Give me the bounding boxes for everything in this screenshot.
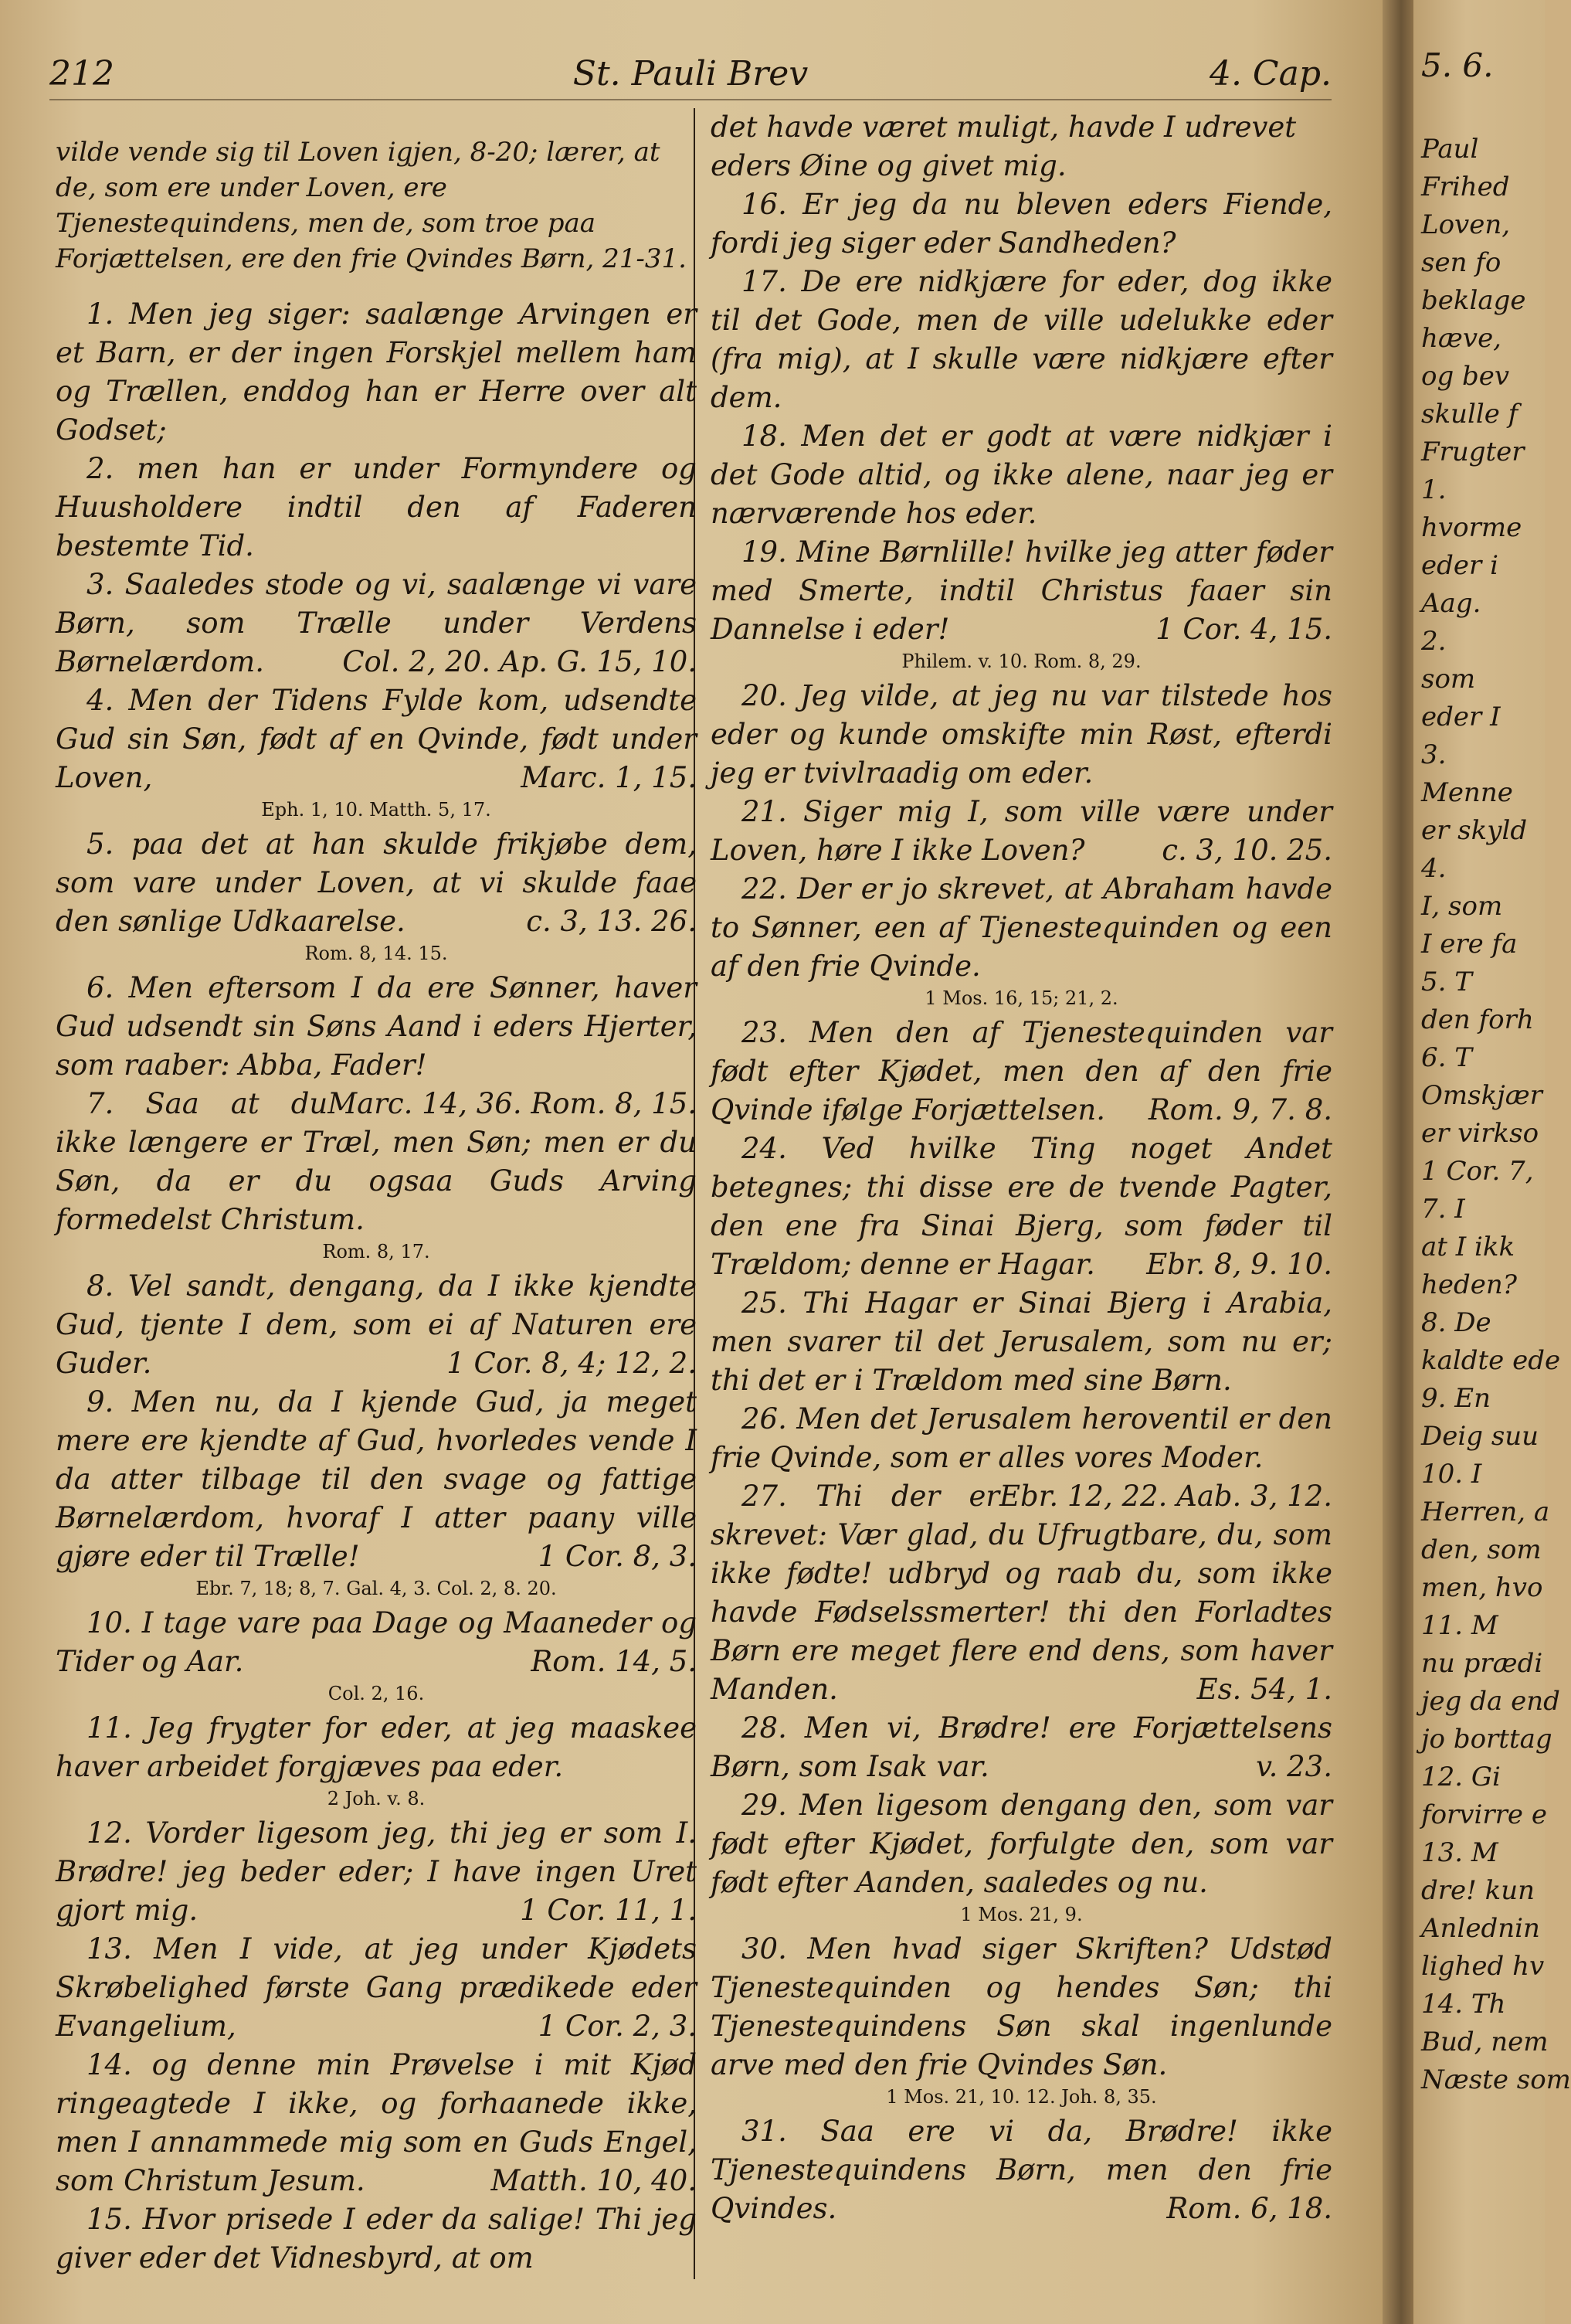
verse (711, 263, 1332, 417)
verse-reference: c. 3, 13. 26. (526, 905, 697, 938)
cross-reference: Col. 2, 16. (327, 1683, 425, 1704)
verse-reference: Rom. 9, 7. 8. (1148, 1093, 1332, 1126)
verse-number: 13. (87, 1932, 154, 1966)
verse-number: 21. (741, 795, 803, 828)
page-number: 212 (49, 54, 114, 93)
next-page-fragment: eder i (1421, 550, 1498, 581)
verse-text: Men der Tidens Fylde kom, udsendte Gud sin Søn, født af en Qvinde, født under Loven, (56, 684, 697, 794)
verse-number: 25. (741, 1286, 803, 1320)
next-page-fragment: beklage (1421, 285, 1526, 316)
verse-reference: Col. 2, 20. Ap. G. 15, 10. (342, 645, 697, 678)
next-page-fragment: dre! kun (1421, 1875, 1535, 1906)
next-page-fragment: Aag. (1421, 588, 1481, 619)
next-page-fragment: jeg da end (1421, 1686, 1560, 1717)
verse (56, 2200, 697, 2278)
verse (711, 870, 1332, 986)
verse-text: Men det er godt at være nidkjær i det Gode altid, og ikke alene, naar jeg er nærværende hos eder. (711, 420, 1332, 530)
next-page-header: 5. 6. (1421, 46, 1494, 84)
right-column (711, 108, 1332, 2228)
next-page-fragment: Loven, (1421, 209, 1511, 240)
verse-number: 23. (741, 1016, 809, 1049)
next-page-fragment: Frihed (1421, 172, 1510, 202)
next-page-fragment: 3. (1421, 739, 1447, 770)
verse (56, 969, 697, 1120)
verse-text: Jeg vilde, at jeg nu var tilstede hos eder og kunde omskifte min Røst, efterdi jeg er tvivlraadig om eder. (711, 679, 1332, 790)
verse-reference: 1 Cor. 4, 15. (1155, 613, 1332, 646)
verse-text: Mine Børnlille! hvilke jeg atter føder med Smerte, indtil Christus faaer sin Dannelse i eder! (711, 535, 1332, 646)
chapter-summary: vilde vende sig til Loven igjen, 8-20; lærer, at de, som ere under Loven, ere Tjenestequindens, men de, som troe paa Forjættelsen, ere den frie Qvindes Børn, 21-31. (56, 137, 687, 274)
verse-text: Thi Hagar er Sinai Bjerg i Arabia, men svarer til det Jerusalem, som nu er; thi det er i Trældom med sine Børn. (711, 1286, 1332, 1397)
verse (56, 1709, 697, 1786)
verse (56, 2046, 697, 2200)
cross-reference: Rom. 8, 14. 15. (304, 943, 448, 964)
verse-text: Saa ere vi da, Brødre! ikke Tjenestequindens Børn, men den frie Qvindes. (711, 2115, 1332, 2225)
verse-number: 6. (87, 971, 129, 1004)
verse-text: Men den af Tjenestequinden var født efter Kjødet, men den af den frie Qvinde ifølge Forjættelsen. (711, 1016, 1332, 1126)
verse-text: Saaledes stode og vi, saalænge vi vare Børn, som Trælle under Verdens Børnelærdom. (56, 568, 697, 678)
next-page-fragment: forvirre e (1421, 1799, 1547, 1830)
next-page-fragment: Bud, nem (1421, 2027, 1549, 2057)
verse-text: Men hvad siger Skriften? Udstød Tjenestequinden og hendes Søn; thi Tjenestequindens Søn skal ingenlunde arve med den frie Qvindes Søn. (711, 1932, 1332, 2081)
next-page-fragment: 1 Cor. 7, (1421, 1156, 1534, 1187)
verse-number: 30. (741, 1932, 808, 1966)
next-page-fragment: Omskjær (1421, 1080, 1542, 1111)
verse-number: 29. (741, 1789, 799, 1822)
verse-text: Men ligesom dengang den, som var født efter Kjødet, forfulgte den, som var født efter Aanden, saaledes og nu. (711, 1789, 1332, 1899)
verse-number: 18. (741, 420, 802, 453)
verse-reference: v. 23. (1256, 1750, 1332, 1783)
next-page-fragment: og bev (1421, 361, 1510, 392)
cross-reference: Eph. 1, 10. Matth. 5, 17. (261, 799, 491, 821)
verse-text: Men jeg siger: saalænge Arvingen er et Barn, er der ingen Forskjel mellem ham og Trællen, enddog han er Herre over alt Godset; (56, 297, 697, 447)
verse-text: Men nu, da I kjende Gud, ja meget mere ere kjendte af Gud, hvorledes vende I da atter tilbage til den svage og fattige Børnelærdom, hvoraf I atter paany ville gjøre eder til Trælle! (56, 1385, 697, 1573)
verse-text: og denne min Prøvelse i mit Kjød ringeagtede I ikke, og forhaanede ikke, men I annammede mig som en Guds Engel, som Christum Jesum. (56, 2048, 697, 2197)
verse (56, 1383, 697, 1576)
verse-text: Vorder ligesom jeg, thi jeg er som I. Brødre! jeg beder eder; I have ingen Uret gjort mig. (56, 1816, 697, 1927)
verse-number: 2. (87, 452, 137, 485)
next-page-fragment: 12. Gi (1421, 1762, 1501, 1792)
verse-number: 19. (741, 535, 797, 569)
verse-text: Men det Jerusalem heroventil er den frie Qvinde, som er alles vores Moder. (711, 1402, 1332, 1474)
verse (711, 1709, 1332, 1786)
next-page-fragment: 1. (1421, 474, 1447, 505)
next-page-fragment: 14. Th (1421, 1989, 1506, 2020)
next-page-fragment: 2. (1421, 626, 1447, 657)
next-page-fragment: men, hvo (1421, 1572, 1543, 1603)
cross-reference: 1 Mos. 16, 15; 21, 2. (925, 987, 1118, 1009)
next-page-fragment: sen fo (1421, 247, 1501, 278)
next-page-fragment: Menne (1421, 777, 1513, 808)
next-page-edge (1413, 0, 1571, 2324)
right-verse-list (711, 185, 1332, 2228)
verse (711, 677, 1332, 793)
verse-number: 14. (87, 2048, 152, 2081)
next-page-fragment: 4. (1421, 853, 1447, 884)
next-page-fragment: skulle f (1421, 399, 1518, 430)
verse (711, 1930, 1332, 2084)
verse-reference: Marc. 14, 36. Rom. 8, 15. (327, 1087, 697, 1120)
verse-reference: Ebr. 12, 22. Aab. 3, 12. (999, 1480, 1332, 1513)
next-page-fragment: 6. T (1421, 1042, 1472, 1073)
header-rule (49, 99, 1332, 100)
next-page-fragment: Anlednin (1421, 1913, 1540, 1944)
next-page-fragment: er skyld (1421, 815, 1528, 846)
next-page-fragment: Deig suu (1421, 1421, 1539, 1452)
next-page-fragment: Paul (1421, 134, 1479, 165)
verse-text: Men eftersom I da ere Sønner, haver Gud udsendt sin Søns Aand i eders Hjerter, som raaber: Abba, Fader! (56, 971, 697, 1082)
verse-number: 31. (741, 2115, 821, 2148)
next-page-fragment: I, som (1421, 891, 1503, 922)
next-page-fragment: den, som (1421, 1534, 1542, 1565)
verse-number: 16. (741, 188, 803, 221)
next-page-fragment: lighed hv (1421, 1951, 1545, 1982)
verse-text: Ved hvilke Ting noget Andet betegnes; thi disse ere de tvende Pagter, den ene fra Sinai Bjerg, som føder til Trældom; denne er Hagar. (711, 1132, 1332, 1281)
next-page-fragment: 10. I (1421, 1459, 1482, 1490)
next-page-fragment: som (1421, 664, 1476, 695)
verse-reference: Es. 54, 1. (1196, 1673, 1332, 1706)
next-page-fragment: Frugter (1421, 437, 1525, 467)
verse-text: paa det at han skulde frikjøbe dem, som vare under Loven, at vi skulde faae den sønlige Udkaarelse. (56, 827, 697, 938)
verse-text: Men vi, Brødre! ere Forjættelsens Børn, som Isak var. (711, 1711, 1332, 1783)
verse-number: 11. (87, 1711, 148, 1745)
verse (711, 1130, 1332, 1284)
verse (711, 1284, 1332, 1400)
verse-reference: Rom. 6, 18. (1166, 2192, 1332, 2225)
verse-number: 26. (741, 1402, 797, 1436)
next-page-fragment: 5. T (1421, 967, 1472, 997)
next-page-fragment: nu prædi (1421, 1648, 1543, 1679)
chapter-label: 4. Cap. (1209, 54, 1332, 93)
verse-reference: c. 3, 10. 25. (1162, 834, 1332, 867)
verse-reference: 1 Cor. 11, 1. (520, 1894, 697, 1927)
verse (56, 681, 697, 797)
verse-reference: Matth. 10, 40. (490, 2164, 697, 2197)
verse (56, 825, 697, 941)
cross-reference: 2 Joh. v. 8. (327, 1788, 426, 1809)
next-page-fragment: heden? (1421, 1269, 1518, 1300)
verse (711, 1014, 1332, 1130)
verse-text: Jeg frygter for eder, at jeg maaskee haver arbeidet forgjæves paa eder. (56, 1711, 697, 1783)
next-page-fragment: Næste som (1421, 2064, 1571, 2095)
verse-number: 8. (87, 1269, 128, 1303)
verse (56, 1930, 697, 2046)
next-page-fragment: den forh (1421, 1004, 1534, 1035)
verse-number: 12. (87, 1816, 146, 1850)
verse-text: Vel sandt, dengang, da I ikke kjendte Gud, tjente I dem, som ei af Naturen ere Guder. (56, 1269, 697, 1380)
cross-reference: Rom. 8, 17. (322, 1241, 430, 1262)
verse-number: 5. (87, 827, 132, 861)
next-page-fragment: er virkso (1421, 1118, 1539, 1149)
next-page-fragment: I ere fa (1421, 929, 1518, 960)
verse (711, 793, 1332, 870)
verse-text: Saa at du ikke længere er Træl, men Søn; men er du Søn, da er du ogsaa Guds Arving formedelst Christum. (56, 1087, 697, 1236)
verse-number: 1. (87, 297, 130, 331)
next-page-fragment: eder I (1421, 702, 1501, 732)
verse-number: 20. (741, 679, 800, 712)
verse-text: men han er under Formyndere og Huusholdere indtil den af Faderen bestemte Tid. (56, 452, 697, 562)
verse-text: Der er jo skrevet, at Abraham havde to Sønner, een af Tjenestequinden og een af den frie Qvinde. (711, 872, 1332, 983)
verse (711, 2112, 1332, 2228)
next-page-text (1413, 131, 1571, 2099)
verse-reference: 1 Cor. 8, 3. (538, 1540, 697, 1573)
verse (56, 566, 697, 681)
verse-number: 7. (87, 1087, 146, 1120)
verse-text: Thi der er skrevet: Vær glad, du Ufrugtbare, du, som ikke fødte! udbryd og raab du, som ikke havde Fødselssmerter! thi den Forladtes Børn ere meget flere end dens, som haver Manden. (711, 1480, 1332, 1706)
verse (56, 1604, 697, 1681)
verse-number: 10. (87, 1606, 142, 1639)
verse-text: Hvor prisede I eder da salige! Thi jeg giver eder det Vidnesbyrd, at om (56, 2203, 697, 2275)
verse-number: 4. (87, 684, 129, 717)
verse-number: 9. (87, 1385, 132, 1419)
verse-number: 28. (741, 1711, 805, 1745)
next-page-fragment: kaldte ede (1421, 1345, 1561, 1376)
verse-number: 15. (87, 2203, 143, 2236)
verse-reference: Marc. 1, 15. (521, 761, 697, 794)
next-page-fragment: jo borttag (1421, 1724, 1552, 1755)
next-page-fragment: 8. De (1421, 1307, 1491, 1338)
cross-reference: Philem. v. 10. Rom. 8, 29. (901, 651, 1142, 672)
verse-reference: Rom. 14, 5. (531, 1645, 697, 1678)
verse-continuation: det havde været muligt, havde I udrevet eders Øine og givet mig. (711, 110, 1297, 182)
page-title: St. Pauli Brev (572, 54, 809, 93)
next-page-fragment: 13. M (1421, 1837, 1498, 1868)
running-header (49, 54, 1332, 100)
verse-text: Er jeg da nu bleven eders Fiende, fordi jeg siger eder Sandheden? (711, 188, 1332, 260)
left-column (56, 108, 697, 2278)
verse (711, 533, 1332, 649)
verse-number: 3. (87, 568, 125, 601)
next-page-fragment: 7. I (1421, 1194, 1465, 1225)
verse-number: 24. (741, 1132, 822, 1165)
cross-reference: Ebr. 7, 18; 8, 7. Gal. 4, 3. Col. 2, 8. 20. (195, 1578, 557, 1599)
cross-reference: 1 Mos. 21, 9. (960, 1904, 1083, 1925)
verse-text: Siger mig I, som ville være under Loven, høre I ikke Loven? (711, 795, 1332, 867)
verse (56, 450, 697, 566)
verse-text: I tage vare paa Dage og Maaneder og Tider og Aar. (56, 1606, 697, 1678)
next-page-fragment: hvorme (1421, 512, 1522, 543)
verse-number: 27. (741, 1480, 816, 1513)
verse-number: 17. (741, 265, 802, 298)
verse (56, 295, 697, 450)
verse-text: De ere nidkjære for eder, dog ikke til det Gode, men de ville udelukke eder (fra mig), at I skulle være nidkjære efter dem. (711, 265, 1332, 414)
verse (56, 1814, 697, 1930)
verse (711, 417, 1332, 533)
verse (56, 1267, 697, 1383)
left-verse-list (56, 295, 697, 2278)
next-page-fragment: hæve, (1421, 323, 1501, 354)
cross-reference: 1 Mos. 21, 10. 12. Joh. 8, 35. (886, 2086, 1157, 2108)
next-page-fragment: 11. M (1421, 1610, 1498, 1641)
verse-text: Men I vide, at jeg under Kjødets Skrøbelighed første Gang prædikede eder Evangelium, (56, 1932, 697, 2043)
next-page-fragment: at I ikk (1421, 1232, 1515, 1262)
verse-reference: 1 Cor. 8, 4; 12, 2. (446, 1347, 697, 1380)
verse (711, 1786, 1332, 1902)
verse-number: 22. (741, 872, 798, 905)
verse-reference: 1 Cor. 2, 3. (538, 2010, 697, 2043)
next-page-fragment: Herren, a (1421, 1497, 1550, 1527)
next-page-fragment: 9. En (1421, 1383, 1491, 1414)
verse (711, 185, 1332, 263)
book-gutter (1383, 0, 1413, 2324)
verse-reference: Ebr. 8, 9. 10. (1146, 1248, 1332, 1281)
